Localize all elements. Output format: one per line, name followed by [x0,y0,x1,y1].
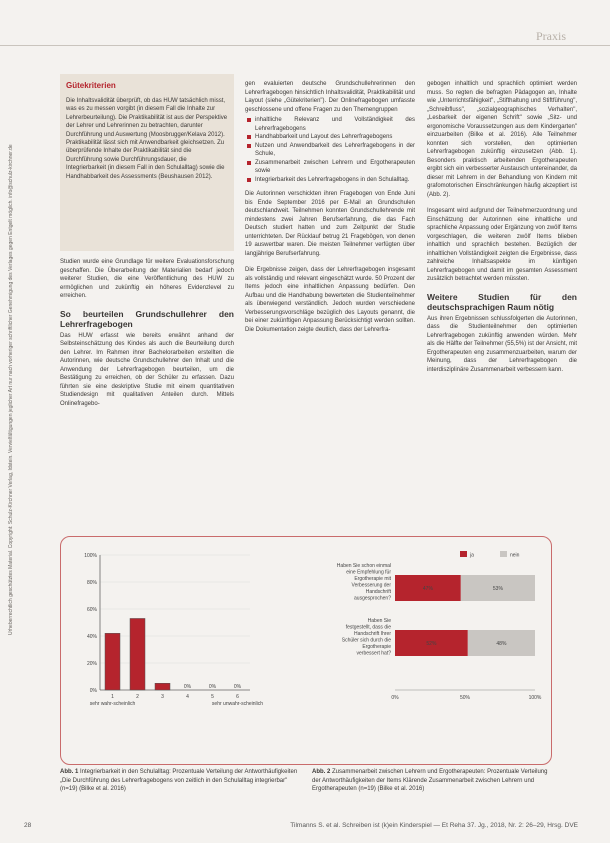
x-left-label: sehr wahr-scheinlich [89,701,136,707]
col3-paragraph-2: Insgesamt wird aufgrund der Teilnehmerzuordnung und Einschätzung der Autorinnen eine inhaltliche und sprachliche Anpassung oder Ergänzung von zwölf Items vorgeschlagen, die weiteren zwölf Items blieben inhaltlich und sprachlich bestehen. Bezüglich der inhaltlichen Vollständigkeit zeigten die Ergebnisse, dass zahlreiche Inhaltsaspekte im künftigen Lehrerfragebogen und damit im gesamten Assessment zusätzlich betrachtet werden müssten. [427,208,577,282]
category-label: ausgesprochen? [354,595,391,602]
category-label: Haben Sie schon einmal [336,563,391,569]
copyright-note: Urheberrechtlich geschütztes Material. Copyright: Schulz-Kirchner Verlag, Idstein. Vervielfältigungen jeglicher Art nur nach vorheriger schriftlicher Genehmigung des Verlages gegen Entgelt möglich. info@schulz-kirchner.de [8,144,14,635]
data-label: 0% [208,684,217,690]
data-label: 53% [492,586,503,592]
category-label: Ergotherapie [362,644,391,650]
category-label: verbessert hat? [356,650,391,657]
category-label: festgestellt, dass die [345,624,391,631]
figure-2-caption-text: Zusammenarbeit zwischen Lehrern und Ergotherapeuten: Prozentuale Verteilung der Antworthäufigkeiten der Items Klärende Zusammenarbeit zwischen Lehrern und Ergotherapeuten (n=19) (Bilke et al. 2016) [312,769,548,792]
category-label: Haben Sie [367,618,391,624]
legend-swatch [500,551,507,557]
y-tick-label: 0% [89,688,97,694]
x-tick-label: 1 [111,694,114,700]
column-2 [245,80,415,342]
figure-2-label: Abb. 2 [312,769,331,775]
data-label: 52% [426,641,437,647]
legend-label: nein [510,552,520,559]
y-tick-label: 80% [86,580,97,586]
x-right-label: sehr unwahr-scheinlich [211,701,264,707]
data-label: 0% [183,684,192,690]
col2-paragraph-1: gen evaluierten deutsche Grundschullehrerinnen den Lehrerfragebogen hinsichtlich Inhaltsvalidität, Praktikabilität und Layout (siehe „Gütekriterien"). Der Onlinefragebogen umfasste geschlossene und offene Fragen zu den Themengruppen [245,81,415,113]
info-box-text: Die Inhaltsvalidität überprüft, ob das HUW tatsächlich misst, was es zu messen vorgibt (in diesem Fall die Inhalte zur Lehrerbeurteilung). Die Praktikabilität ist aus der Perspektive der Lehrer und Lehrerinnen zu betrachten, darunter Durchführung und Auswertung (Moosbrugger/Kelava 2012). Praktikabilität lässt sich mit Anwendbarkeit gleichsetzen. Zu überprüfende Inhalte der Praktikabilität sind die Durchführung sowie Durchführungsdauer, die Integrierbarkeit (in diesem Fall in den Schulalltag) sowie die Handhabbarkeit des Assessments (Beushausen 2012). [66,98,228,180]
col1-heading: So beurteilen Grundschullehrer den Lehrerfragebogen [60,308,234,329]
list-item: Handhabbarkeit und Layout des Lehrerfragebogens [255,133,415,142]
y-tick-label: 40% [86,634,97,640]
figure-1-caption [60,768,300,794]
x-tick-label: 5 [211,694,214,700]
x-tick-label: 100% [528,695,542,701]
bar [105,633,120,690]
list-item: Zusammenarbeit zwischen Lehrern und Ergotherapeuten sowie [255,159,415,174]
x-tick-label: 50% [459,695,471,701]
column-3 [427,80,577,382]
figure-1-chart [70,545,280,745]
legend-label: ja [470,552,474,559]
y-tick-label: 100% [84,553,97,559]
bar [130,618,145,690]
x-tick-label: 4 [186,694,189,700]
x-tick-label: 2 [136,694,139,700]
category-label: Verbesserung der [351,582,391,589]
col1-paragraph-1: Studien wurde eine Grundlage für weitere Evaluationsforschung geschaffen. Die Überarbeitung der Materialien bedarf jedoch weiterer Studien, die eine Veröffentlichung des HUW zu ermöglichen und zukünftig ein höheres Evidenzlevel zu erreichen. [60,259,234,299]
list-item: Nutzen und Anwendbarkeit des Lehrerfragebogens in der Schule, [255,142,415,157]
figure-1-label: Abb. 1 [60,769,79,775]
column-1 [60,258,234,416]
info-box-title: Gütekriterien [66,81,116,90]
page-footer [24,822,586,829]
col2-paragraph-3: Die Ergebnisse zeigen, dass der Lehrerfragebogen insgesamt als vollständig und relevant eingeschätzt wurde. 50 Prozent der Items jedoch eine inhaltlichen Anpassung bedürfen. Den Aufbau und die Handhabung bewerteten die Studienteilnehmer als überwiegend verständlich. Jedoch wurden verschiedene Verbesserungsvorschläge bezüglich des Layouts genannt, die bei einer zukünftigen Anpassung Berücksichtigt werden sollten. Die Dokumentation zeigte deutlich, dass der Lehrerfra- [245,267,415,333]
figure-1-caption-text: Integrierbarkeit in den Schulalltag: Prozentuale Verteilung der Antworthäufigkeiten „Die Durchführung des Lehrerfragebogens von zeitlich in den Schulalltag integrierbar" (n=19) (Bilke et al. 2016) [60,769,298,792]
bar [155,683,170,690]
page-header [0,27,610,46]
category-label: Ergotherapie mit [354,576,391,582]
col1-paragraph-2: Das HUW erfasst wie bereits erwähnt anhand der Selbsteinschätzung des Kindes als auch die Beurteilung durch den Lehrer. Im Rahmen ihrer Bachelorarbeiten erstellten die Autorinnen, wie deutsche Grundschullehrer den Inhalt und die Anwendung der Lehrerfragebogen beurteilen, um die Bestätigung zu erreichen, ob der Schüler zu erfassen. Dazu führten sie eine deskriptive Studie mit einem quantitativen Studiendesign mit qualitativen Anteilen durch. Mittels Onlinefragebo- [60,332,234,407]
col2-bullet-list [245,116,415,184]
x-tick-label: 3 [161,694,164,700]
y-tick-label: 20% [86,661,97,667]
category-label: eine Empfehlung für [346,569,391,576]
legend-swatch [460,551,467,557]
list-item: inhaltliche Relevanz und Vollständigkeit des Lehrerfragebogens [255,117,415,132]
data-label: 47% [422,586,433,592]
data-label: 48% [496,641,507,647]
section-label: Praxis [536,29,566,43]
info-box [60,74,234,251]
list-item: Integrierbarkeit des Lehrerfragebogens in den Schulalltag. [255,176,415,185]
figure-2-caption [312,768,552,794]
col3-heading: Weitere Studien für den deutschsprachigen Raum nötig [427,291,577,312]
col3-paragraph-1: gebogen inhaltlich und sprachlich optimiert werden muss. So regten die befragten Pädagogen an, Inhalte wie „Unterrichtsfähigkeit", „Stifthaltung und Stiftführung", „Schreibfluss", „sozialgeographisches Verhalten", „Lesbarkeit der eigenen Schrift" sowie „Sitz- und ergonomische Voraussetzungen aus dem Kindergarten" einzuarbeiten (Bilke et al. 2016). Alle Teilnehmer konnten sich vorstellen, den optimierten Lehrerfragebogen zukünftig einzusetzen (Abb. 1). Besonders praktisch arbeitenden Ergotherapeuten ergibt sich ein verbesserter Austausch untereinander, da dieser mit Lehrern in der Behandlung von Kindern mit grafomotorischen Einschränkungen häufig akzeptiert ist (Abb. 2). [427,81,577,198]
chart2-group [337,551,542,701]
category-label: Handschrift Ihrer [354,631,391,637]
x-tick-label: 6 [236,694,239,700]
category-label: Handschrift [365,589,391,595]
category-label: Schüler sich durch die [341,637,391,644]
figure-2-chart [300,545,545,745]
x-tick-label: 0% [391,695,399,701]
col2-paragraph-2: Die Autorinnen verschickten ihren Fragebogen von Ende Juni bis Ende September 2016 per E-Mail an Grundschulen deutschlandweit. Teilnehmen konnten Grundschullehrende mit mindestens zwei Jahren Berufserfahrung, die das Fach Deutsch studiert hatten und zum Zeitpunkt der Studie unterrichteten. Der Rücklauf betrug 21 Fragebögen, von denen 19 auswertbar waren. Die meisten Teilnehmer verfügten über langjährige Berufserfahrung. [245,191,415,257]
data-label: 0% [233,684,242,690]
footer-citation: Tilmanns S. et al. Schreiben ist (k)ein Kinderspiel — Et Reha 37. Jg., 2018, Nr. 2: 26–29, Hrsg. DVE [290,822,578,829]
y-tick-label: 60% [86,607,97,613]
col3-paragraph-3: Aus ihren Ergebnissen schlussfolgerten die Autorinnen, dass die Studienteilnehmer den optimierten Lehrerfragebogen zukünftig anwenden würden. Mehr als die Hälfte der Teilnehmer (55,5%) ist der Ansicht, mit Ergotherapeuten eng zusammenzuarbeiten, warum der Meinung, dass der Lehrerfragebogen die interdisziplinäre Zusammenarbeit verbessern kann. [427,315,577,373]
page-number: 28 [24,822,32,829]
